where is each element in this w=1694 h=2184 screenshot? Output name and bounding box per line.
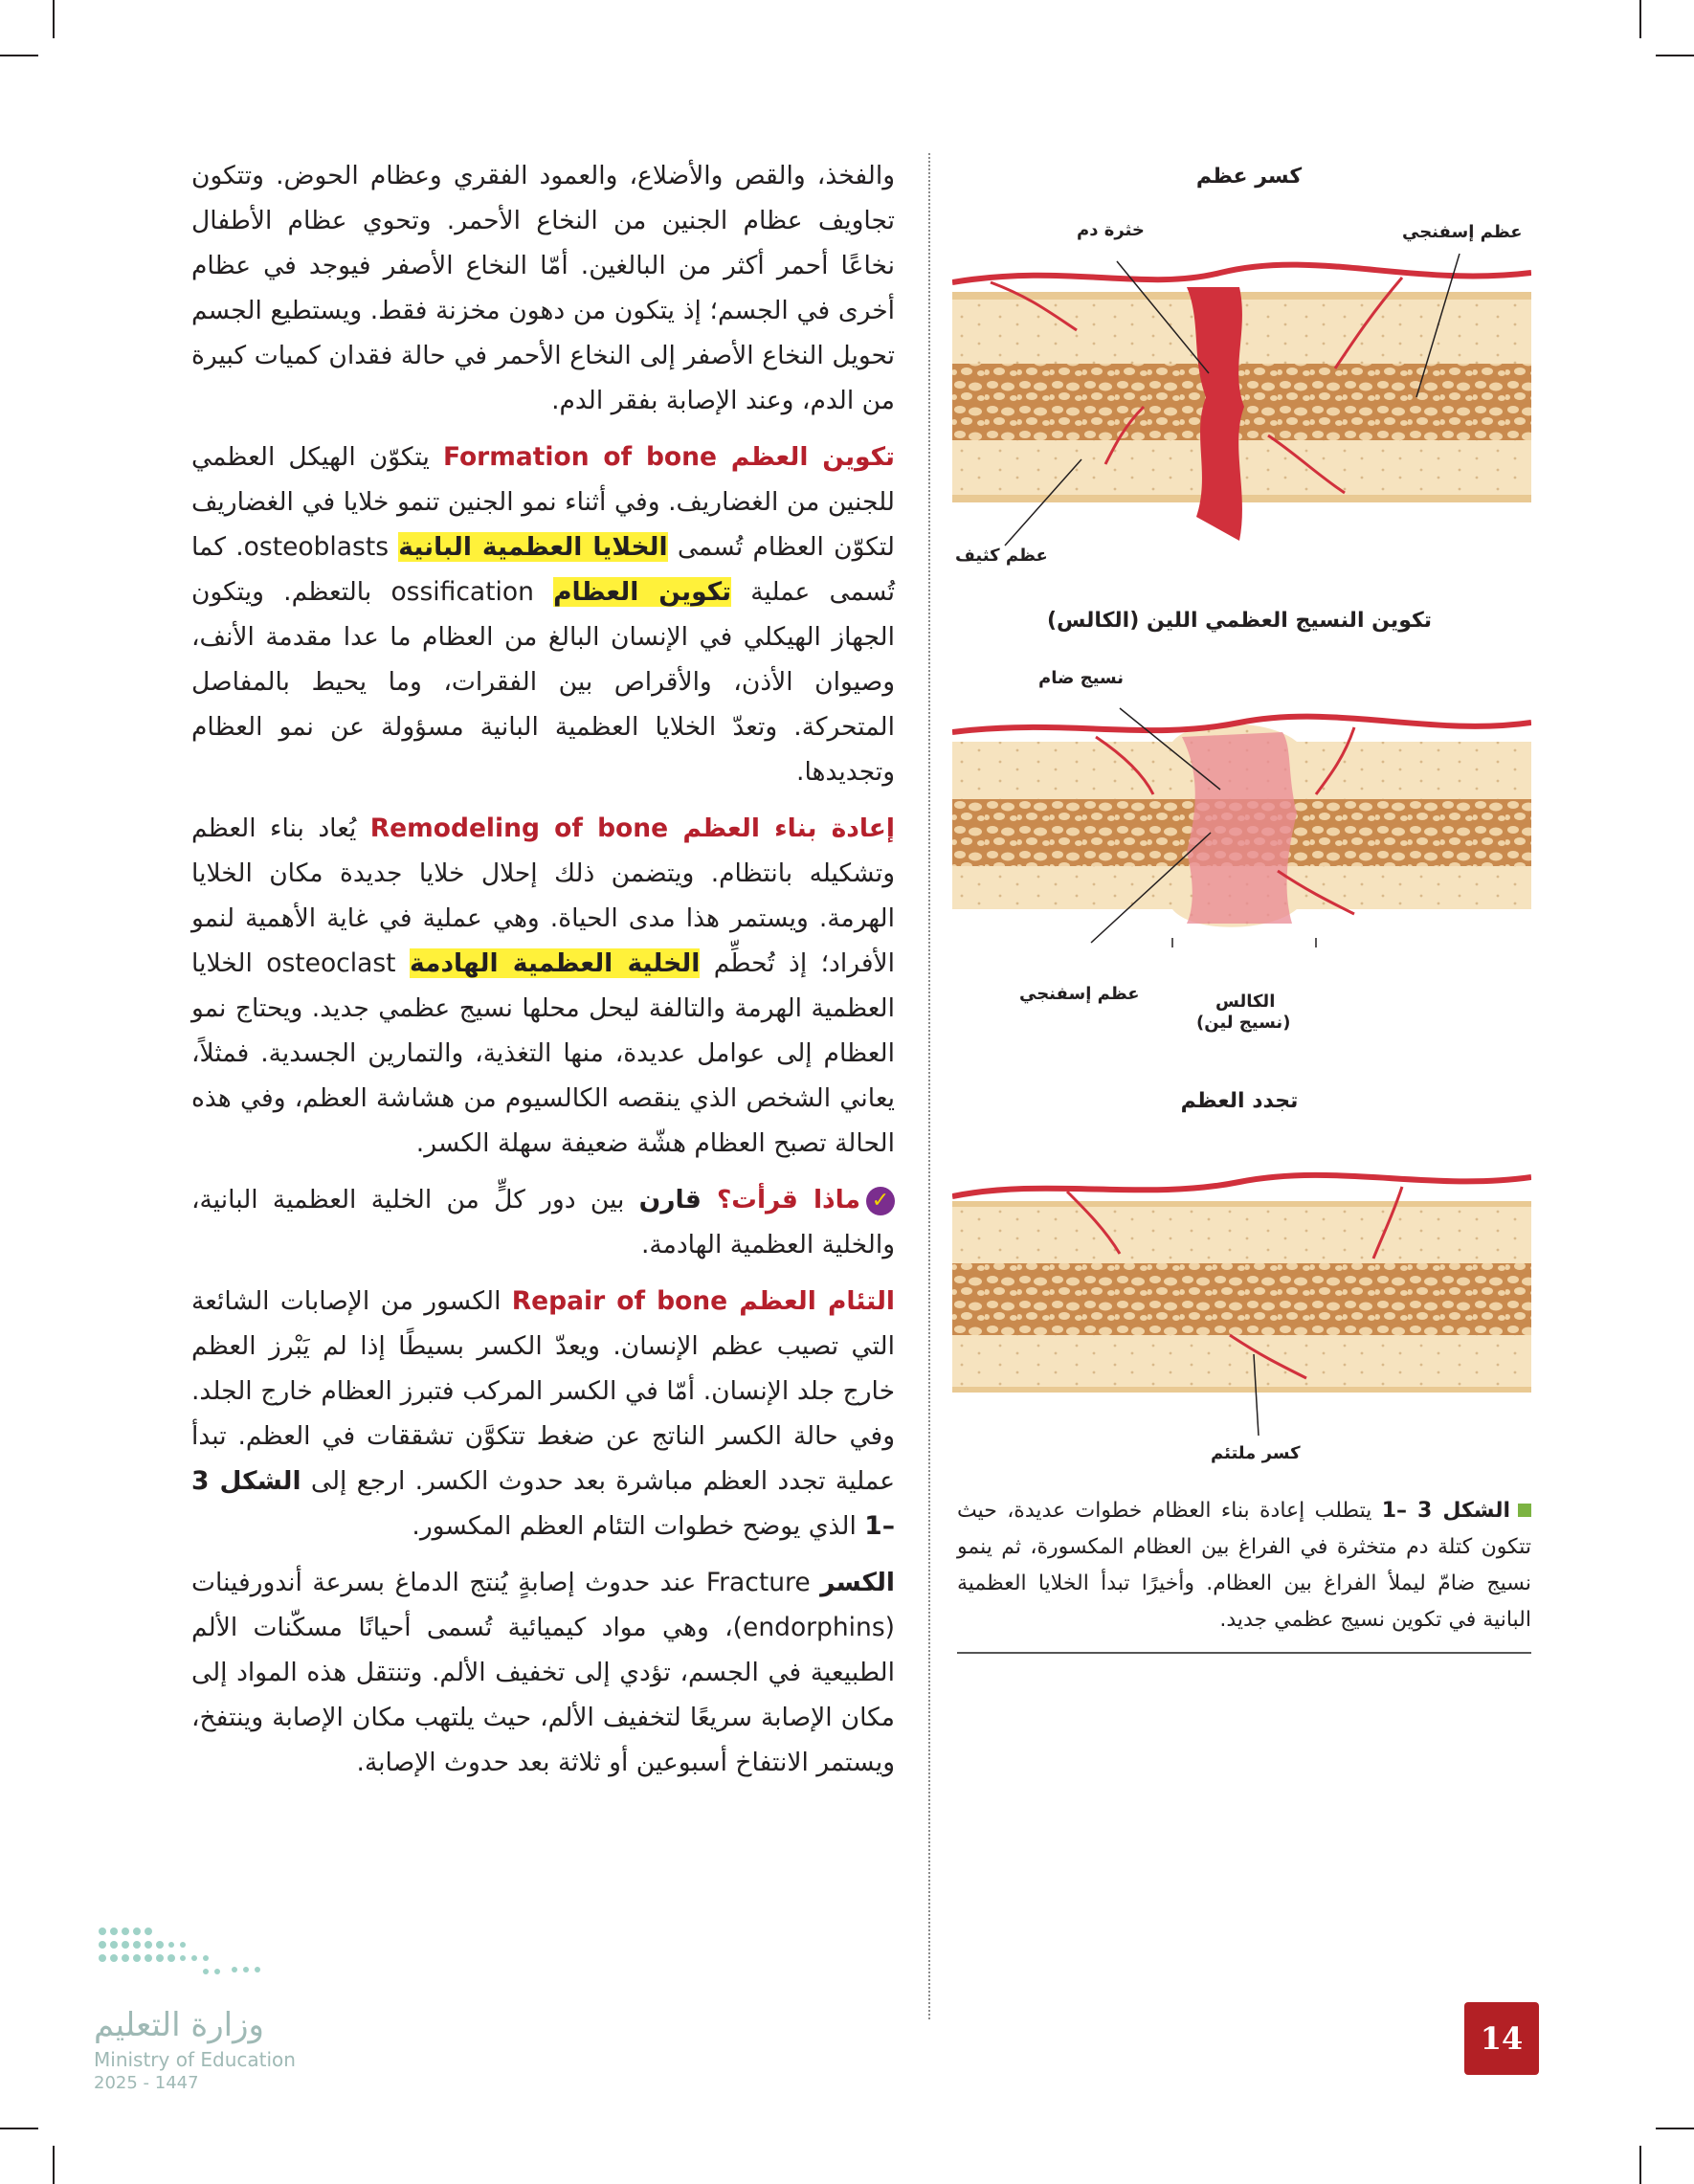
term-ossification: تكوين العظام — [553, 577, 732, 607]
heading-fracture: الكسر — [820, 1568, 895, 1597]
caption-bullet-icon — [1518, 1504, 1531, 1517]
caption-label: الشكل 3 –1 — [1381, 1499, 1510, 1523]
figure1-label-spongy: عظم إسفنجي — [1402, 222, 1523, 242]
column-divider — [928, 153, 930, 2019]
reading-check-label: ماذا قرأت؟ — [716, 1185, 860, 1215]
page-number: 14 — [1464, 2002, 1539, 2075]
paragraph-remodeling: إعادة بناء العظم Remodeling of bone يُعاد بناء العظم وتشكيله بانتظام. ويتضمن ذلك إحلال خلايا جديدة مكان الخلايا الهرمة. ويستمر هذا مدى الحياة. وهي عملية في غاية الأهمية لنمو الأفراد؛ إذ تُحطِّم الخلية العظمية الهادمة osteoclast الخلايا العظمية الهرمة والتالفة ليحل محلها نسيج عظمي جديد. ويحتاج نمو العظام إلى عوامل عديدة، منها التغذية، والتمارين الجسدية. فمثلاً، يعاني الشخص الذي ينقصه الكالسيوم من هشاشة العظم، وفي هذه الحالة تصبح العظام هشّة ضعيفة سهلة الكسر. — [191, 813, 895, 1158]
figure2-callus-diagram — [952, 699, 1531, 947]
figure1-label-clot: خثرة دم — [1077, 220, 1145, 240]
figure1-label-compact: عظم كثيف — [955, 546, 1048, 566]
crop-mark — [1639, 2146, 1641, 2184]
crop-mark — [0, 2128, 38, 2129]
figure3-label-healed: كسر ملتئم — [1211, 1443, 1301, 1463]
paragraph-fracture: الكسر Fracture عند حدوث إصابةٍ يُنتج الدماغ بسرعة أندورفينات (endorphins)، وهي مواد كيميائية تُسمى أحيانًا مسكّنات الألم الطبيعية في الجسم، تؤدي إلى تخفيف الألم. وتنتقل هذه المواد إلى مكان الإصابة سريعًا لتخفيف الألم، حيث يلتهب مكان الإصابة وينتفخ، ويستمر الانتفاخ أسبوعين أو ثلاثة بعد حدوث الإصابة. — [191, 1568, 895, 1777]
caption-rule — [957, 1652, 1531, 1654]
reading-check: ✓ماذا قرأت؟ قارن بين دور كلٍّ من الخلية العظمية البانية، والخلية العظمية الهادمة. — [191, 1185, 895, 1259]
crop-mark — [53, 2146, 55, 2184]
figure3-title: تجدد العظم — [1180, 1089, 1299, 1113]
figure2-label-connective: نسيج ضام — [1038, 668, 1125, 688]
figure2-label-callus: الكالس — [1215, 992, 1276, 1012]
heading-remodeling: إعادة بناء العظم Remodeling of bone — [369, 813, 895, 843]
figure-caption — [957, 1493, 1531, 1638]
main-text-column — [191, 153, 895, 1796]
paragraph-formation: تكوين العظم Formation of bone يتكوّن الهيكل العظمي للجنين من الغضاريف. وفي أثناء نمو الجنين تنمو خلايا في الغضاريف لتكوّن العظام تُسمى الخلايا العظمية البانية osteoblasts. كما تُسمى عملية تكوين العظام ossification بالتعظم. ويتكون الجهاز الهيكلي في الإنسان البالغ من العظام ما عدا مقدمة الأنف، وصيوان الأذن، والأقراص بين الفقرات، وما يحيط بالمفاصل المتحركة. وتعدّ الخلايا العظمية البانية مسؤولة عن نمو العظام وتجديدها. — [191, 442, 895, 787]
term-osteoclast: الخلية العظمية الهادمة — [409, 948, 701, 978]
paragraph-repair: التئام العظم Repair of bone الكسور من الإصابات الشائعة التي تصيب عظم الإنسان. ويعدّ الكسر بسيطًا إذا لم يَبْرز العظم خارج جلد الإنسان. أمّا في الكسر المركب فتبرز العظام خارج الجلد. وفي حالة الكسر الناتج عن ضغط تتكوَّن تشققات في العظم. تبدأ عملية تجدد العظم مباشرة بعد حدوث الكسر. ارجع إلى الشكل 3 –1 الذي يوضح خطوات التئام العظم المكسور. — [191, 1286, 896, 1541]
figure1-title: كسر عظم — [1195, 165, 1303, 189]
ministry-name-english: Ministry of Education — [94, 2048, 296, 2071]
heading-formation: تكوين العظم Formation of bone — [442, 442, 895, 472]
crop-mark — [53, 0, 55, 38]
figure1-fracture-diagram — [952, 254, 1531, 560]
crop-mark — [1639, 0, 1641, 38]
term-osteoblasts: الخلايا العظمية البانية — [398, 532, 668, 562]
figure-reference: الشكل 3 –1 — [191, 1466, 895, 1541]
figure2-title: تكوين النسيج العظمي اللين (الكالس) — [1046, 609, 1433, 633]
ministry-name-arabic: وزارة التعليم — [94, 2006, 264, 2044]
figure2-label-callus-sub: (نسيج لين) — [1196, 1013, 1291, 1033]
paragraph-marrow: والفخذ، والقص والأضلاع، والعمود الفقري وعظام الحوض. وتتكون تجاويف عظام الجنين من النخاع الأحمر. وتحوي عظام الأطفال نخاعًا أحمر أكثر من البالغين. أمّا النخاع الأصفر فيوجد في عظام أخرى في الجسم؛ إذ يتكون من دهون مخزنة فقط. ويستطيع الجسم تحويل النخاع الأصفر إلى النخاع الأحمر في حالة فقدان كميات كبيرة من الدم، وعند الإصابة بفقر الدم. — [191, 161, 895, 415]
ministry-year: 2025 - 1447 — [94, 2073, 199, 2093]
crop-mark — [1656, 2128, 1694, 2129]
caption-text: يتطلب إعادة بناء العظام خطوات عديدة، حيث تتكون كتلة دم متخثرة في الفراغ بين العظام المكسورة، ثم ينمو نسيج ضامّ ليملأ الفراغ بين العظام. وأخيرًا تبدأ الخلايا العظمية البانية في تكوين نسيج عظمي جديد. — [957, 1499, 1531, 1632]
heading-repair: التئام العظم Repair of bone — [511, 1286, 895, 1316]
checkmark-icon: ✓ — [866, 1187, 895, 1215]
figure2-label-spongy: عظم إسفنجي — [1019, 984, 1140, 1004]
crop-mark — [0, 55, 38, 56]
figure3-regeneration-diagram — [952, 1148, 1531, 1436]
crop-mark — [1656, 55, 1694, 56]
